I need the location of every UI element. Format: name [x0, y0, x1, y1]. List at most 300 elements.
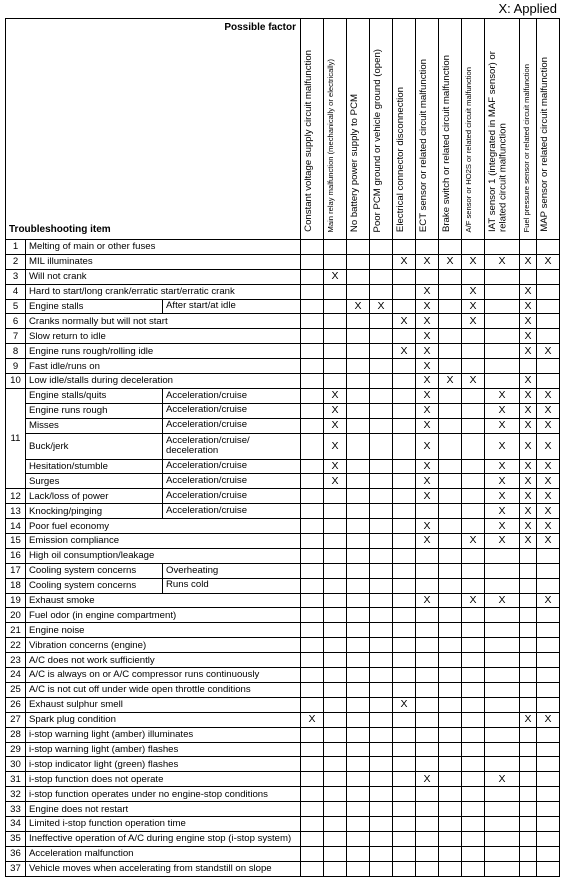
table-row — [6, 697, 560, 712]
factor-cell — [324, 816, 347, 831]
row-number: 20 — [6, 608, 26, 623]
factor-cell — [393, 623, 416, 638]
factor-cell — [520, 727, 537, 742]
factor-cell: X — [416, 359, 439, 374]
factor-cell — [416, 757, 439, 772]
factor-cell — [520, 831, 537, 846]
factor-cell — [520, 861, 537, 876]
factor-cell — [537, 240, 560, 255]
factor-cell — [370, 284, 393, 299]
factor-cell — [370, 697, 393, 712]
factor-cell — [462, 608, 485, 623]
factor-cell: X — [416, 344, 439, 359]
table-row — [6, 831, 560, 846]
row-number: 36 — [6, 846, 26, 861]
factor-cell — [347, 459, 370, 474]
factor-cell: X — [520, 329, 537, 344]
factor-cell — [324, 519, 347, 534]
row-number: 28 — [6, 727, 26, 742]
factor-cell: X — [520, 254, 537, 269]
factor-cell: X — [520, 459, 537, 474]
factor-cell — [370, 831, 393, 846]
factor-cell — [347, 831, 370, 846]
row-number: 15 — [6, 534, 26, 549]
factor-cell — [439, 504, 462, 519]
table-row — [6, 433, 560, 459]
row-number: 19 — [6, 593, 26, 608]
factor-cell — [324, 802, 347, 817]
factor-cell — [439, 846, 462, 861]
factor-cell — [462, 861, 485, 876]
factor-cell — [393, 459, 416, 474]
factor-cell: X — [324, 433, 347, 459]
factor-cell: X — [416, 519, 439, 534]
factor-label: IAT sensor 1 (integrated in MAF sensor) or related circuit malfunction — [487, 51, 509, 232]
item-condition: Acceleration/cruise — [163, 459, 301, 474]
factor-cell — [462, 563, 485, 578]
factor-cell — [485, 802, 520, 817]
factor-cell — [393, 269, 416, 284]
factor-cell — [324, 861, 347, 876]
factor-label: ECT sensor or related circuit malfunction — [418, 58, 430, 232]
factor-cell — [347, 504, 370, 519]
factor-cell — [393, 638, 416, 653]
factor-cell — [439, 489, 462, 504]
factor-cell — [324, 846, 347, 861]
factor-cell — [462, 697, 485, 712]
factor-cell — [301, 787, 324, 802]
factor-cell — [370, 682, 393, 697]
factor-cell — [485, 374, 520, 389]
item-condition: Acceleration/cruise — [163, 418, 301, 433]
factor-cell: X — [324, 403, 347, 418]
factor-cell — [520, 846, 537, 861]
factor-cell — [324, 712, 347, 727]
factor-cell — [520, 608, 537, 623]
factor-cell — [485, 578, 520, 593]
factor-cell — [462, 742, 485, 757]
troubleshooting-item: Vibration concerns (engine) — [26, 638, 301, 653]
factor-cell — [347, 593, 370, 608]
troubleshooting-item: Engine runs rough — [26, 403, 163, 418]
factor-cell — [347, 534, 370, 549]
table-row — [6, 519, 560, 534]
factor-cell — [537, 787, 560, 802]
row-number: 4 — [6, 284, 26, 299]
factor-cell — [439, 433, 462, 459]
table-row — [6, 712, 560, 727]
factor-cell — [462, 403, 485, 418]
factor-cell — [537, 846, 560, 861]
factor-cell: X — [370, 299, 393, 314]
factor-cell — [347, 816, 370, 831]
factor-cell — [393, 329, 416, 344]
factor-cell — [347, 638, 370, 653]
factor-cell: X — [520, 519, 537, 534]
factor-cell — [439, 329, 462, 344]
factor-cell — [370, 269, 393, 284]
factor-cell — [324, 772, 347, 787]
troubleshooting-item: Cooling system concerns — [26, 563, 163, 578]
factor-cell — [416, 638, 439, 653]
troubleshooting-item: A/C does not work sufficiently — [26, 653, 301, 668]
factor-cell — [462, 418, 485, 433]
factor-cell — [416, 802, 439, 817]
factor-cell — [537, 314, 560, 329]
factor-cell — [301, 548, 324, 563]
factor-cell — [462, 359, 485, 374]
factor-cell: X — [485, 772, 520, 787]
row-number: 27 — [6, 712, 26, 727]
factor-label: Electrical connector disconnection — [395, 86, 407, 232]
factor-cell — [439, 593, 462, 608]
factor-cell — [416, 668, 439, 683]
troubleshooting-item: Low idle/stalls during deceleration — [26, 374, 301, 389]
table-row — [6, 668, 560, 683]
factor-cell — [439, 831, 462, 846]
row-number: 8 — [6, 344, 26, 359]
factor-cell — [439, 299, 462, 314]
factor-label: Main relay malfunction (mechanically or electrically) — [326, 58, 336, 232]
factor-cell — [485, 846, 520, 861]
factor-cell — [462, 831, 485, 846]
factor-cell — [324, 548, 347, 563]
item-condition: Acceleration/cruise — [163, 489, 301, 504]
factor-cell — [301, 504, 324, 519]
factor-label: Poor PCM ground or vehicle ground (open) — [372, 48, 384, 232]
row-number: 35 — [6, 831, 26, 846]
table-row — [6, 757, 560, 772]
factor-cell — [370, 314, 393, 329]
factor-cell — [439, 459, 462, 474]
table-row — [6, 314, 560, 329]
table-row — [6, 578, 560, 593]
item-condition: Overheating — [163, 563, 301, 578]
row-number: 1 — [6, 240, 26, 255]
factor-cell — [393, 712, 416, 727]
factor-cell: X — [537, 403, 560, 418]
factor-cell — [301, 578, 324, 593]
factor-cell — [416, 831, 439, 846]
factor-cell: X — [416, 459, 439, 474]
factor-cell — [485, 697, 520, 712]
factor-cell — [462, 816, 485, 831]
factor-header — [416, 19, 439, 240]
factor-cell — [347, 682, 370, 697]
factor-cell — [393, 727, 416, 742]
factor-cell — [324, 504, 347, 519]
factor-cell — [439, 772, 462, 787]
factor-cell — [370, 653, 393, 668]
factor-cell — [485, 344, 520, 359]
factor-cell — [485, 269, 520, 284]
table-row — [6, 846, 560, 861]
factor-cell — [485, 787, 520, 802]
factor-cell — [301, 682, 324, 697]
factor-cell — [485, 563, 520, 578]
factor-cell: X — [347, 299, 370, 314]
item-condition: Runs cold — [163, 578, 301, 593]
factor-cell — [416, 548, 439, 563]
row-number: 6 — [6, 314, 26, 329]
factor-cell — [324, 254, 347, 269]
factor-header — [370, 19, 393, 240]
factor-cell — [393, 284, 416, 299]
factor-cell — [370, 623, 393, 638]
factor-cell: X — [416, 593, 439, 608]
troubleshooting-item: Poor fuel economy — [26, 519, 301, 534]
factor-cell: X — [462, 314, 485, 329]
factor-cell: X — [537, 388, 560, 403]
factor-cell — [370, 742, 393, 757]
factor-header — [537, 19, 560, 240]
factor-cell — [301, 772, 324, 787]
troubleshooting-item: Ineffective operation of A/C during engine stop (i-stop system) — [26, 831, 301, 846]
factor-header — [393, 19, 416, 240]
factor-cell — [439, 314, 462, 329]
factor-cell — [324, 653, 347, 668]
table-row — [6, 802, 560, 817]
troubleshooting-item: High oil consumption/leakage — [26, 548, 301, 563]
table-row — [6, 299, 560, 314]
factor-cell — [301, 489, 324, 504]
factor-cell — [301, 653, 324, 668]
factor-cell — [439, 548, 462, 563]
row-number: 23 — [6, 653, 26, 668]
factor-cell — [301, 359, 324, 374]
factor-cell — [301, 757, 324, 772]
factor-cell — [439, 388, 462, 403]
factor-cell — [370, 519, 393, 534]
factor-cell — [347, 403, 370, 418]
factor-cell — [393, 474, 416, 489]
factor-cell — [370, 638, 393, 653]
factor-cell — [485, 757, 520, 772]
factor-cell — [485, 831, 520, 846]
table-row — [6, 240, 560, 255]
factor-cell: X — [520, 374, 537, 389]
factor-cell: X — [301, 712, 324, 727]
troubleshooting-item: i-stop warning light (amber) flashes — [26, 742, 301, 757]
factor-cell: X — [485, 504, 520, 519]
item-condition: After start/at idle — [163, 299, 301, 314]
factor-cell — [393, 240, 416, 255]
factor-cell — [393, 816, 416, 831]
factor-cell — [301, 314, 324, 329]
factor-cell: X — [324, 388, 347, 403]
row-number: 30 — [6, 757, 26, 772]
factor-cell — [537, 653, 560, 668]
factor-cell: X — [485, 433, 520, 459]
factor-header — [324, 19, 347, 240]
row-number: 26 — [6, 697, 26, 712]
factor-cell — [324, 742, 347, 757]
factor-cell — [347, 269, 370, 284]
factor-cell — [324, 682, 347, 697]
factor-cell: X — [537, 474, 560, 489]
factor-cell — [301, 418, 324, 433]
factor-cell — [347, 489, 370, 504]
factor-cell — [370, 474, 393, 489]
table-row — [6, 638, 560, 653]
factor-cell — [301, 623, 324, 638]
factor-cell — [439, 418, 462, 433]
table-row — [6, 861, 560, 876]
factor-cell: X — [416, 284, 439, 299]
row-number: 14 — [6, 519, 26, 534]
factor-cell — [485, 816, 520, 831]
factor-cell: X — [520, 504, 537, 519]
factor-cell — [439, 802, 462, 817]
factor-cell — [485, 548, 520, 563]
factor-cell — [416, 787, 439, 802]
row-number: 10 — [6, 374, 26, 389]
factor-cell: X — [485, 254, 520, 269]
factor-cell — [370, 344, 393, 359]
troubleshooting-item: Fuel odor (in engine compartment) — [26, 608, 301, 623]
factor-cell — [537, 299, 560, 314]
factor-cell — [370, 359, 393, 374]
row-number: 37 — [6, 861, 26, 876]
row-number: 33 — [6, 802, 26, 817]
item-condition: Acceleration/cruise — [163, 388, 301, 403]
factor-cell — [347, 623, 370, 638]
factor-cell — [370, 727, 393, 742]
factor-cell: X — [324, 269, 347, 284]
troubleshooting-item: i-stop warning light (amber) illuminates — [26, 727, 301, 742]
factor-cell — [347, 608, 370, 623]
factor-cell — [485, 608, 520, 623]
factor-cell — [485, 314, 520, 329]
factor-cell — [439, 563, 462, 578]
factor-cell — [537, 284, 560, 299]
troubleshooting-item: Misses — [26, 418, 163, 433]
factor-label: No battery power supply to PCM — [349, 93, 361, 232]
factor-cell: X — [485, 519, 520, 534]
factor-cell — [520, 757, 537, 772]
factor-cell — [324, 668, 347, 683]
factor-cell: X — [462, 299, 485, 314]
factor-cell — [462, 682, 485, 697]
factor-cell — [370, 374, 393, 389]
factor-cell: X — [462, 254, 485, 269]
factor-cell — [537, 772, 560, 787]
factor-cell: X — [393, 254, 416, 269]
factor-cell — [416, 623, 439, 638]
factor-label: A/F sensor or HO2S or related circuit malfunction — [464, 66, 474, 232]
factor-cell — [347, 344, 370, 359]
factor-cell — [537, 359, 560, 374]
factor-cell: X — [462, 374, 485, 389]
factor-header — [439, 19, 462, 240]
factor-cell — [439, 608, 462, 623]
factor-cell — [347, 548, 370, 563]
troubleshooting-item: Exhaust smoke — [26, 593, 301, 608]
factor-cell: X — [393, 344, 416, 359]
factor-cell — [324, 314, 347, 329]
factor-cell — [439, 240, 462, 255]
factor-cell — [347, 418, 370, 433]
factor-cell: X — [485, 403, 520, 418]
row-number: 34 — [6, 816, 26, 831]
factor-cell: X — [416, 314, 439, 329]
factor-cell — [462, 474, 485, 489]
row-number: 12 — [6, 489, 26, 504]
table-body — [6, 240, 560, 877]
factor-cell — [370, 240, 393, 255]
factor-cell — [462, 344, 485, 359]
factor-cell: X — [537, 254, 560, 269]
troubleshooting-item: Engine runs rough/rolling idle — [26, 344, 301, 359]
troubleshooting-item: Hard to start/long crank/erratic start/erratic crank — [26, 284, 301, 299]
factor-cell — [416, 727, 439, 742]
factor-cell — [485, 299, 520, 314]
factor-cell — [462, 712, 485, 727]
factor-cell — [370, 534, 393, 549]
row-number: 13 — [6, 504, 26, 519]
factor-cell: X — [416, 254, 439, 269]
factor-cell — [347, 578, 370, 593]
factor-cell — [393, 742, 416, 757]
factor-cell — [347, 329, 370, 344]
factor-cell — [520, 787, 537, 802]
row-number: 22 — [6, 638, 26, 653]
table-row — [6, 593, 560, 608]
row-number: 16 — [6, 548, 26, 563]
factor-cell — [439, 623, 462, 638]
factor-cell — [347, 712, 370, 727]
factor-cell — [520, 548, 537, 563]
factor-cell: X — [537, 534, 560, 549]
factor-cell — [520, 359, 537, 374]
factor-cell — [485, 329, 520, 344]
factor-cell — [301, 388, 324, 403]
row-number: 18 — [6, 578, 26, 593]
row-number: 17 — [6, 563, 26, 578]
factor-cell — [439, 474, 462, 489]
factor-cell — [301, 254, 324, 269]
factor-cell — [439, 359, 462, 374]
factor-cell — [462, 578, 485, 593]
table-row — [6, 344, 560, 359]
factor-cell — [520, 269, 537, 284]
factor-cell: X — [416, 474, 439, 489]
factor-cell: X — [485, 534, 520, 549]
factor-cell — [370, 548, 393, 563]
troubleshooting-table — [5, 18, 560, 877]
factor-cell — [370, 388, 393, 403]
table-row — [6, 742, 560, 757]
factor-cell — [301, 593, 324, 608]
factor-cell — [324, 240, 347, 255]
factor-cell: X — [324, 474, 347, 489]
factor-header — [520, 19, 537, 240]
factor-cell — [370, 816, 393, 831]
factor-cell — [347, 653, 370, 668]
factor-cell — [393, 831, 416, 846]
factor-cell — [537, 727, 560, 742]
factor-cell — [393, 489, 416, 504]
factor-cell — [347, 668, 370, 683]
factor-cell — [537, 623, 560, 638]
factor-cell — [301, 240, 324, 255]
factor-cell — [537, 374, 560, 389]
factor-cell — [301, 433, 324, 459]
factor-cell — [537, 861, 560, 876]
table-row — [6, 608, 560, 623]
factor-cell — [537, 682, 560, 697]
factor-cell — [462, 772, 485, 787]
